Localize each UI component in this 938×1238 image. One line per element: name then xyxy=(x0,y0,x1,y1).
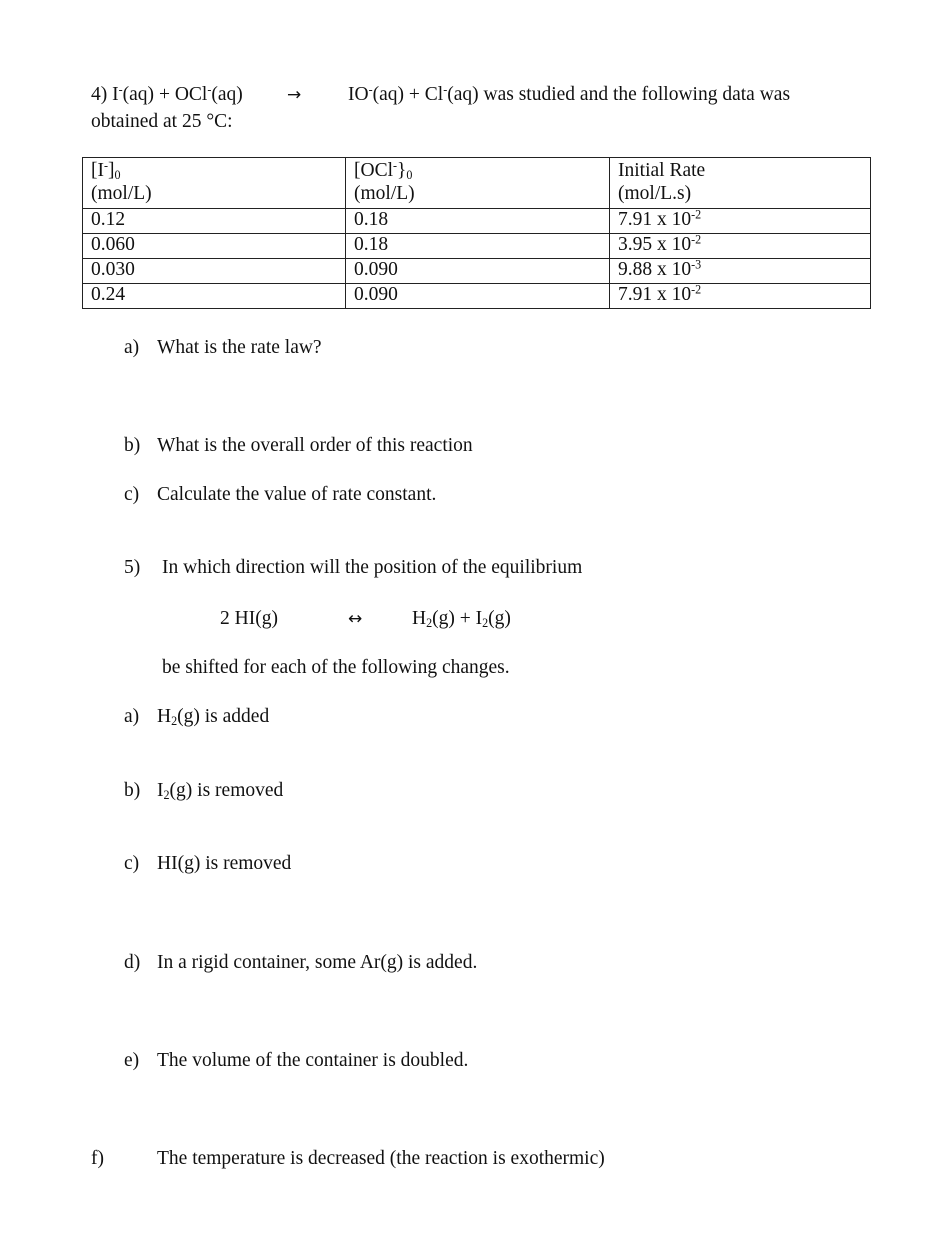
q5-part-d-text: In a rigid container, some Ar(g) is added. xyxy=(157,952,478,973)
q4-part-b-label: b) xyxy=(124,435,141,456)
rate-data-table xyxy=(82,157,871,309)
q5-part-a-text: $H_2(g)$ is added xyxy=(157,706,270,729)
q5-part-f-text: The temperature is decreased (the reaction is exothermic) xyxy=(157,1148,605,1169)
table-row xyxy=(83,284,871,309)
equilibrium-right: $H_2(g) + I_2(g)$ xyxy=(412,608,511,631)
q5-part-d-label: d) xyxy=(124,952,141,973)
cell-rate: 7.91 x $10^{-2}$ xyxy=(610,209,871,234)
q4-number: 4) xyxy=(91,84,108,105)
cell-iodide: 0.060 xyxy=(83,234,346,259)
cell-rate: 9.88 x $10^{-3}$ xyxy=(610,259,871,284)
q4-part-a-text: What is the rate law? xyxy=(157,337,322,358)
equilibrium-left: 2 HI(g) xyxy=(220,608,278,629)
header-initial-rate: Initial Rate (mol/L.s) xyxy=(610,158,871,209)
header-hypochlorite-conc: $[OCl^-\}_0$ (mol/L) xyxy=(346,158,610,209)
reactant-iodide: I-(aq) xyxy=(112,82,155,105)
q5-part-e-label: e) xyxy=(124,1050,140,1071)
q5-part-b-label: b) xyxy=(124,780,141,801)
q4-reaction-arrow: → xyxy=(287,85,302,105)
reactant-hypochlorite: OCl-(aq) xyxy=(174,82,243,105)
cell-rate: 7.91 x $10^{-2}$ xyxy=(610,284,871,309)
cell-hypochlorite: 0.090 xyxy=(346,259,610,284)
table-row xyxy=(83,234,871,259)
table-header-row xyxy=(83,158,871,209)
table-row xyxy=(83,209,871,234)
cell-hypochlorite: 0.18 xyxy=(346,234,610,259)
q4-part-a-label: a) xyxy=(124,337,140,358)
q5-number: 5) xyxy=(124,557,141,578)
q5-part-f-label: f) xyxy=(91,1148,104,1169)
q4-products-line: IO-(aq) + Cl-(aq) was studied and the following data was xyxy=(348,82,791,105)
product-iodate: IO-(aq) xyxy=(348,82,405,105)
header-iodide-conc: $[I^-]_0$ (mol/L) xyxy=(83,158,346,209)
cell-iodide: 0.12 xyxy=(83,209,346,234)
q4-line2: obtained at 25 °C: xyxy=(91,111,233,132)
q5-part-a-label: a) xyxy=(124,706,140,727)
q5-part-b-text: $I_2(g)$ is removed xyxy=(157,780,284,803)
q5-part-e-text: The volume of the container is doubled. xyxy=(157,1050,469,1071)
table-row xyxy=(83,259,871,284)
q4-reaction-line: 4) I-(aq) + OCl-(aq) xyxy=(91,82,243,105)
q5-part-c-text: HI(g) is removed xyxy=(157,853,292,874)
cell-iodide: 0.24 xyxy=(83,284,346,309)
product-chloride: Cl-(aq) xyxy=(424,82,479,105)
cell-iodide: 0.030 xyxy=(83,259,346,284)
cell-hypochlorite: 0.18 xyxy=(346,209,610,234)
q4-statement-end: was studied and the following data was xyxy=(483,84,791,105)
q4-part-c-label: c) xyxy=(124,484,140,505)
q5-followup: be shifted for each of the following changes. xyxy=(162,657,510,678)
q4-part-b-text: What is the overall order of this reaction xyxy=(157,435,473,456)
cell-rate: 3.95 x $10^{-2}$ xyxy=(610,234,871,259)
equilibrium-arrow: ↔ xyxy=(348,609,363,629)
q5-intro: In which direction will the position of the equilibrium xyxy=(162,557,583,578)
q5-part-c-label: c) xyxy=(124,853,140,874)
cell-hypochlorite: 0.090 xyxy=(346,284,610,309)
q4-part-c-text: Calculate the value of rate constant. xyxy=(157,484,437,505)
